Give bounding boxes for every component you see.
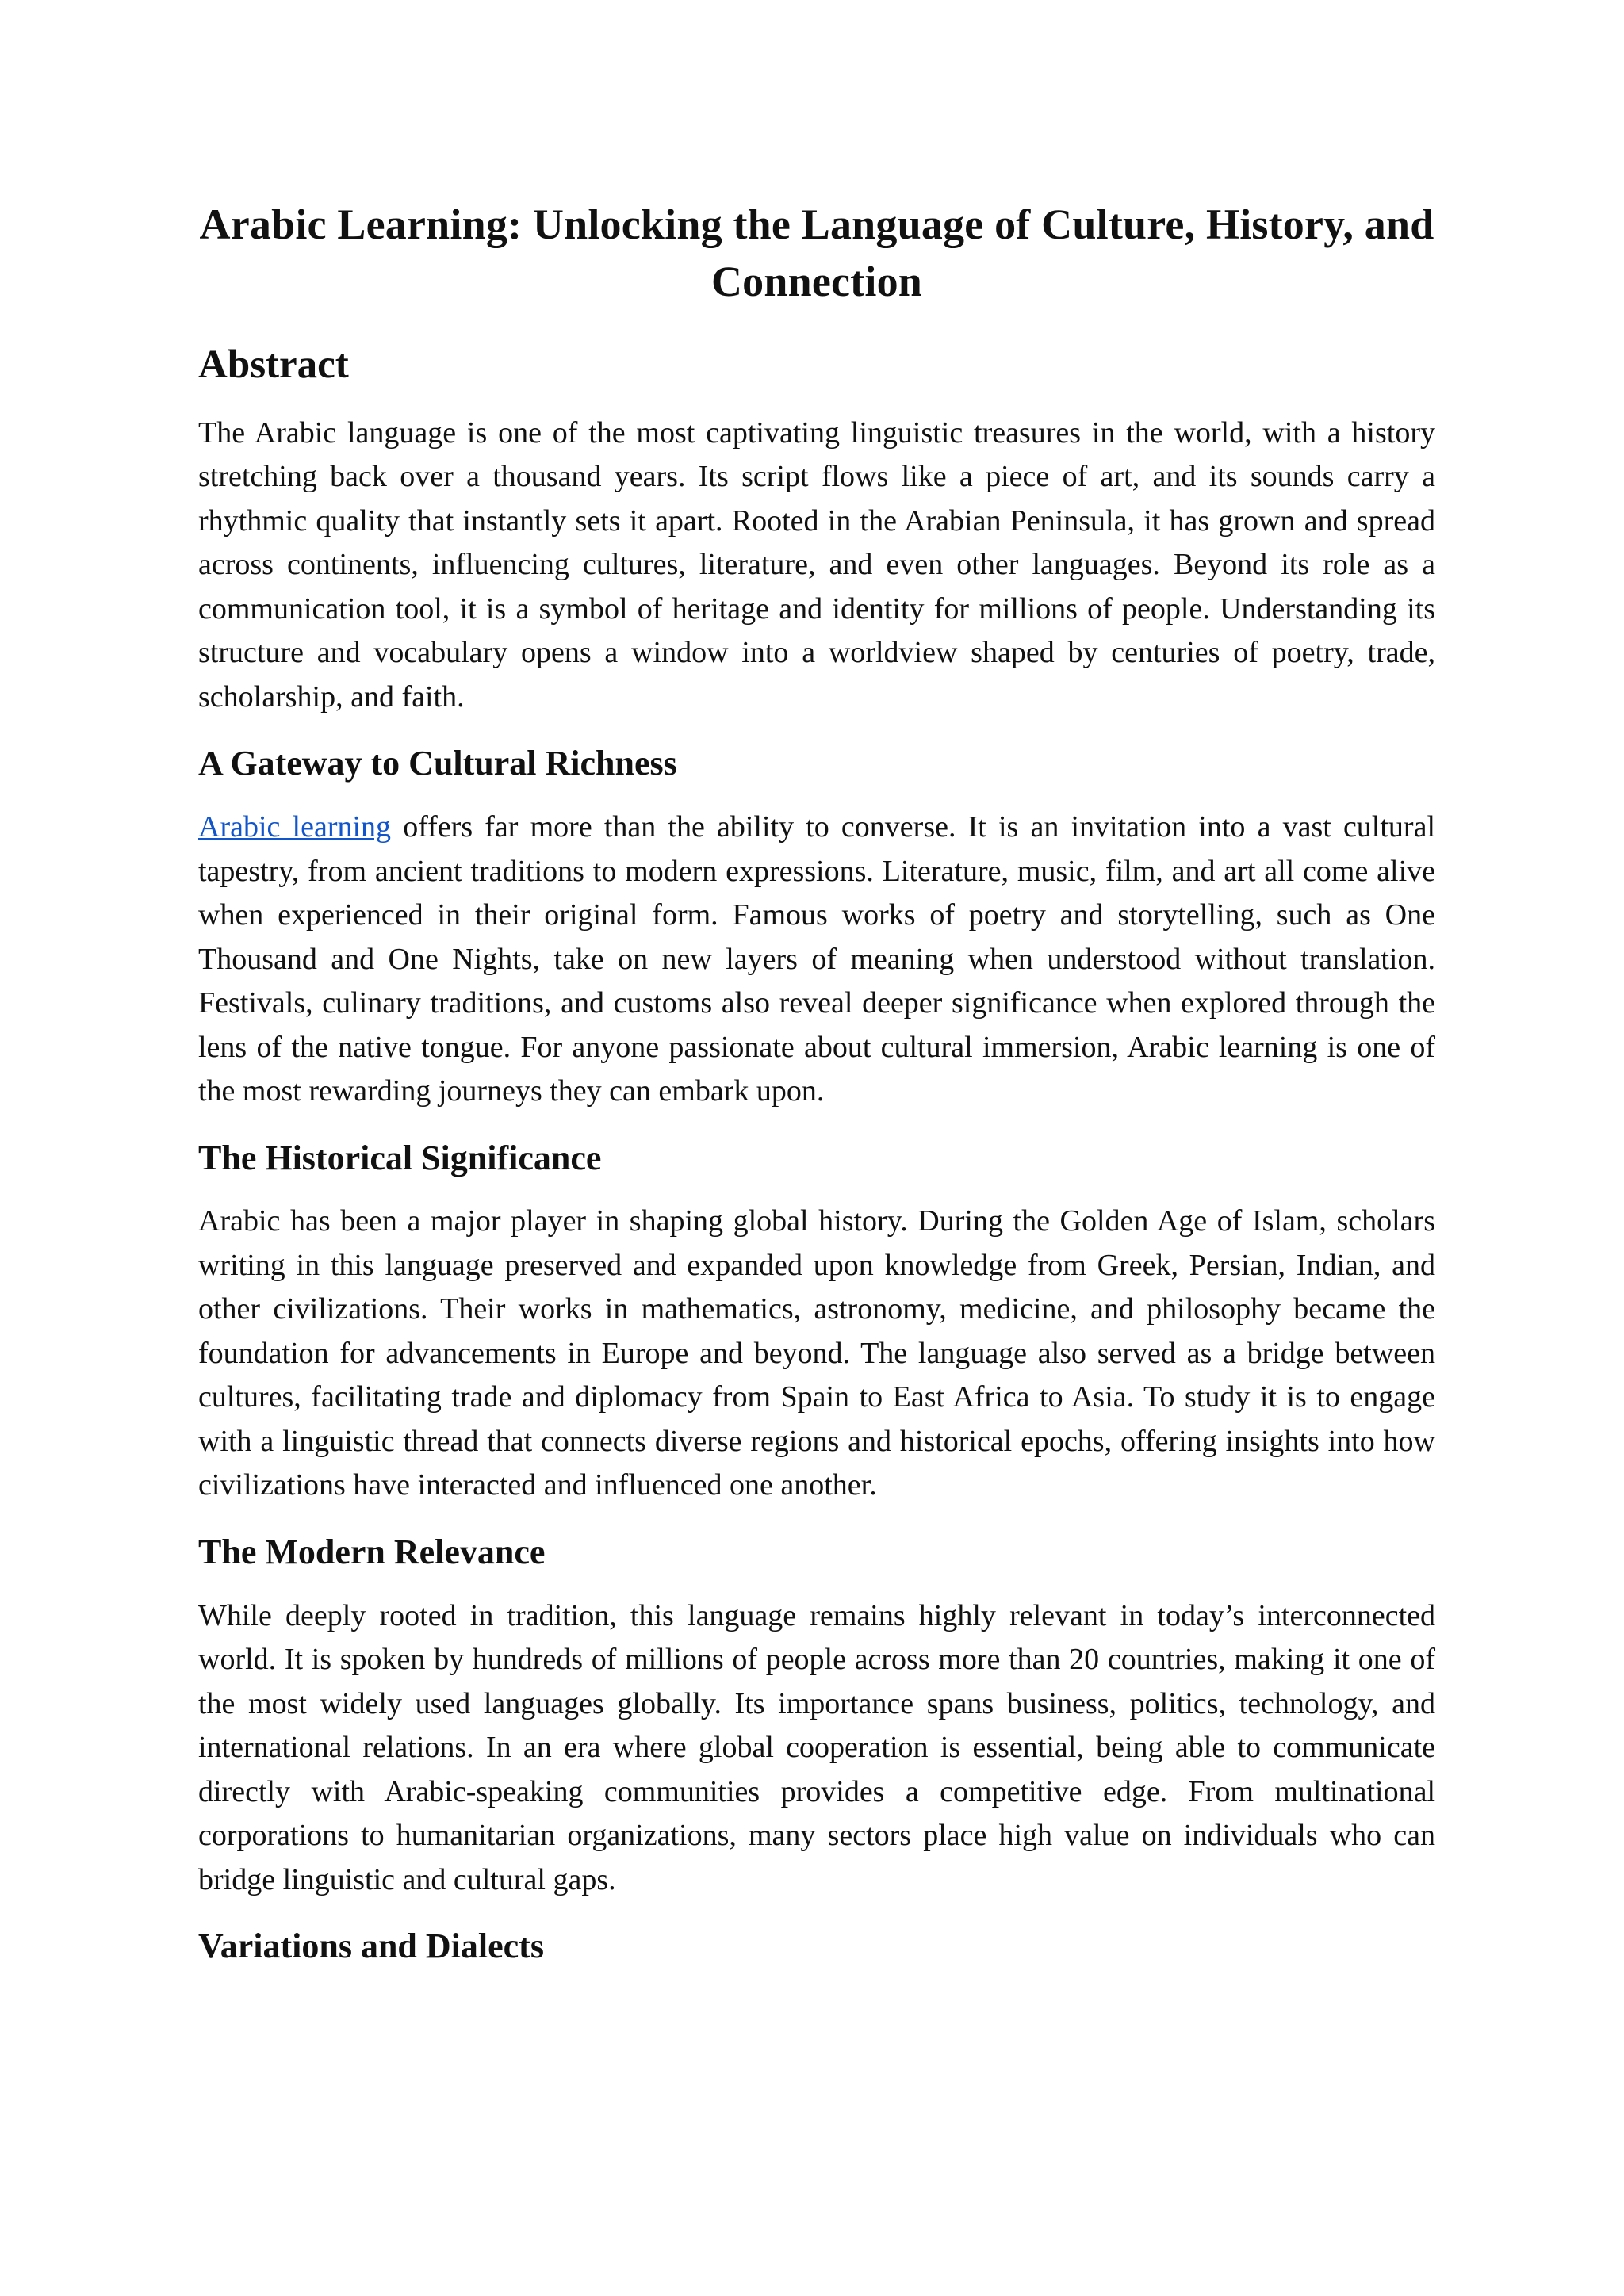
gateway-paragraph xyxy=(198,806,1435,1114)
historical-heading: The Historical Significance xyxy=(198,1138,602,1177)
variations-heading: Variations and Dialects xyxy=(198,1927,544,1966)
gateway-paragraph-text: offers far more than the ability to converse. It is an invitation into a vast cultural tapestry, from ancient traditions to modern expressions. Literature, music, film, and art all come alive when experienced in their original form. Famous works of poetry and storytelling, such as One Thousand and One Nights, take on new layers of meaning when understood without translation. Festivals, culinary traditions, and customs also reveal deeper significance when explored through the lens of the native tongue. For anyone passionate about cultural immersion, Arabic learning is one of the most rewarding journeys they can embark upon. xyxy=(198,810,1436,1108)
document-title: Arabic Learning: Unlocking the Language of Culture, History, and Connection xyxy=(199,201,1434,305)
abstract-paragraph: The Arabic language is one of the most captivating linguistic treasures in the world, with a history stretching back over a thousand years. Its script flows like a piece of art, and its sounds carry a rhythmic quality that instantly sets it apart. Rooted in the Arabian Peninsula, it has grown and spread across continents, influencing cultures, literature, and even other languages. Beyond its role as a communication tool, it is a symbol of heritage and identity for millions of people. Understanding its structure and vocabulary opens a window into a worldview shaped by centuries of poetry, trade, scholarship, and faith. xyxy=(198,415,1435,714)
modern-paragraph: While deeply rooted in tradition, this language remains highly relevant in today’s interconnected world. It is spoken by hundreds of millions of people across more than 20 countries, making it one of the most widely used languages globally. Its importance spans business, politics, technology, and international relations. In an era where global cooperation is essential, being able to communicate directly with Arabic-speaking communities provides a competitive edge. From multinational corporations to humanitarian organizations, many sectors place high value on individuals who can bridge linguistic and cultural gaps. xyxy=(198,1598,1435,1896)
document-page xyxy=(198,197,1435,1988)
gateway-heading: A Gateway to Cultural Richness xyxy=(198,744,677,783)
arabic-learning-link[interactable]: Arabic learning xyxy=(198,810,392,844)
historical-paragraph: Arabic has been a major player in shaping global history. During the Golden Age of Islam, scholars writing in this language preserved and expanded upon knowledge from Greek, Persian, Indian, and other civilizations. Their works in mathematics, astronomy, medicine, and philosophy became the foundation for advancements in Europe and beyond. The language also served as a bridge between cultures, facilitating trade and diplomacy from Spain to East Africa to Asia. To study it is to engage with a linguistic thread that connects diverse regions and historical epochs, offering insights into how civilizations have interacted and influenced one another. xyxy=(198,1204,1435,1502)
abstract-heading: Abstract xyxy=(198,342,349,387)
modern-heading: The Modern Relevance xyxy=(198,1532,546,1571)
